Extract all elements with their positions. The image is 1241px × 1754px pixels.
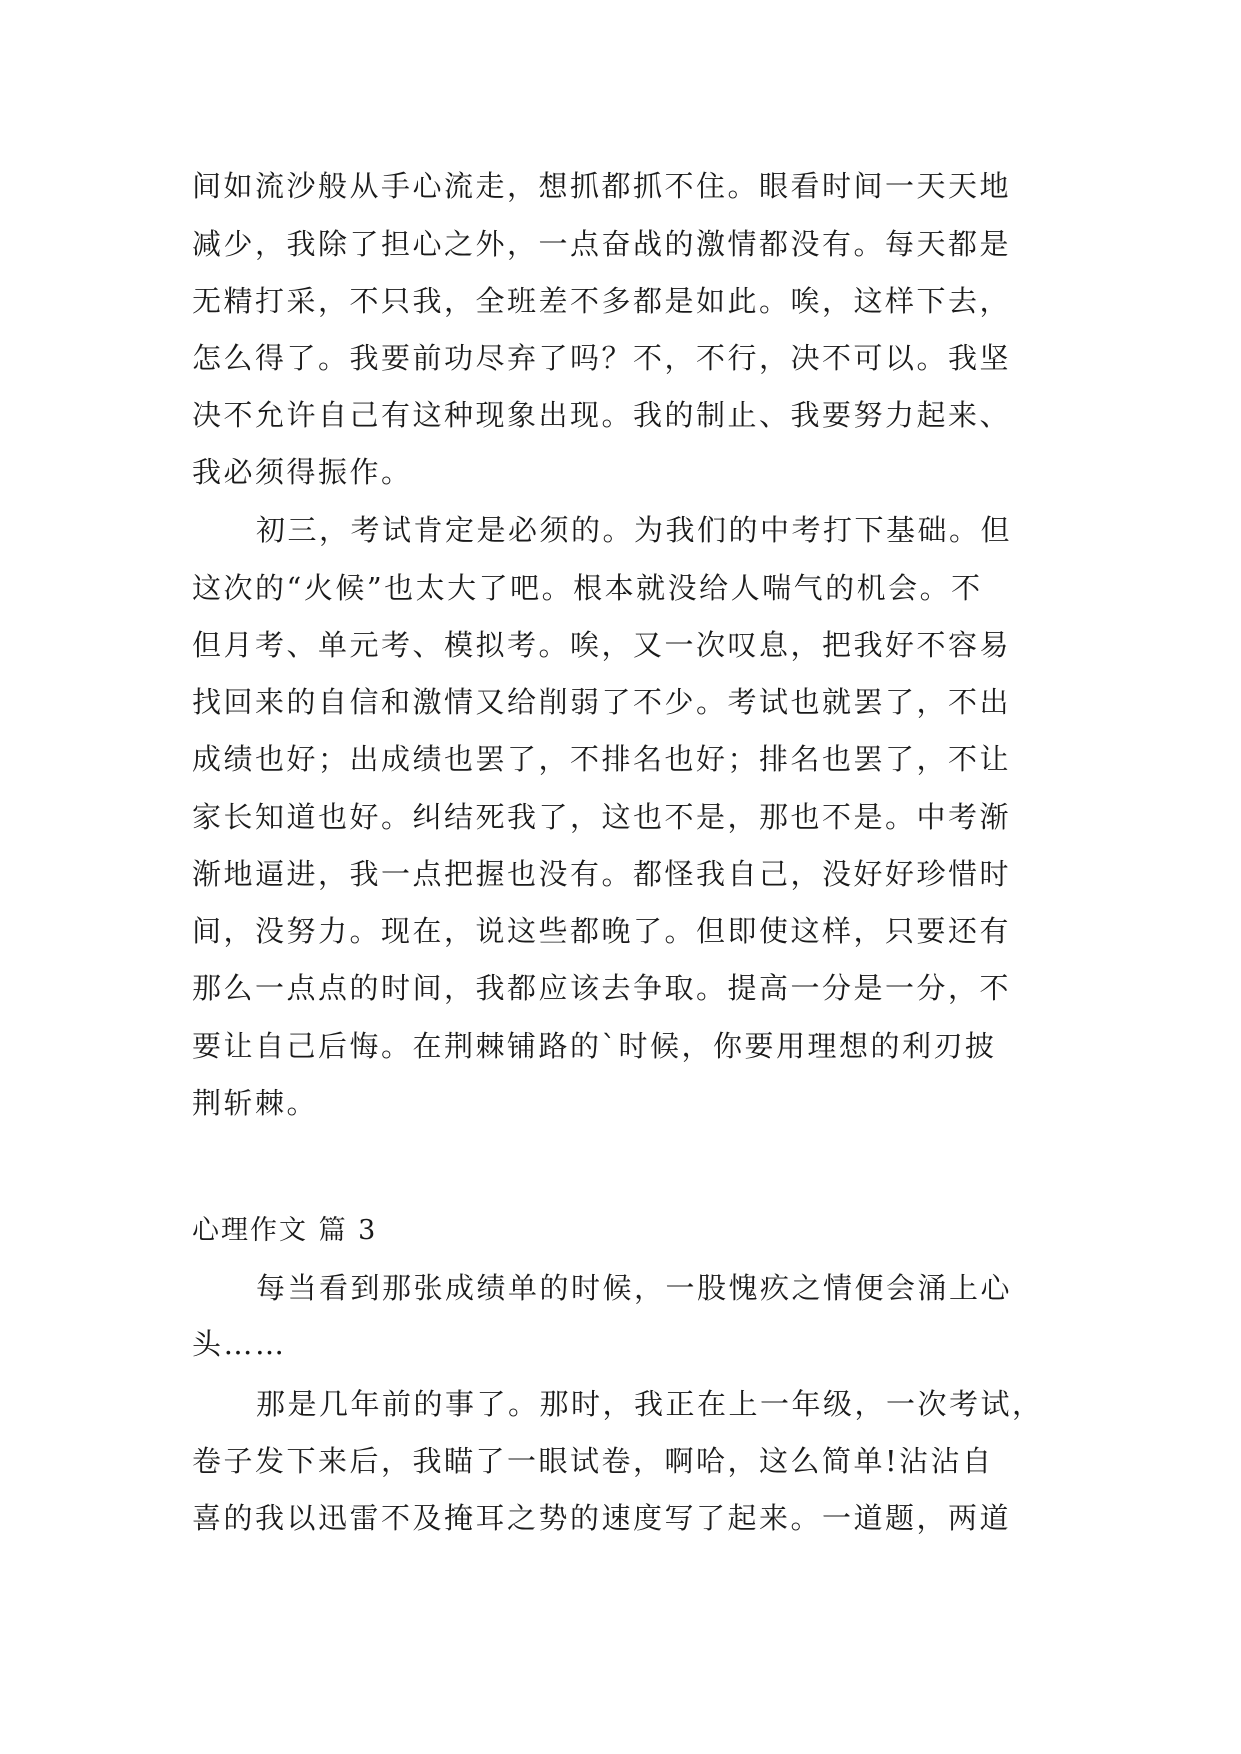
text-line: 喜的我以迅雷不及掩耳之势的速度写了起来。一道题，两道	[192, 1501, 1012, 1535]
text-line: 初三，考试肯定是必须的。为我们的中考打下基础。但	[256, 513, 1013, 547]
text-line: 荆斩棘。	[192, 1086, 319, 1120]
section-heading: 心理作文 篇 3	[192, 1215, 378, 1246]
text-line: 成绩也好；出成绩也罢了，不排名也好；排名也罢了，不让	[192, 742, 1012, 776]
text-line: 要让自己后悔。在荆棘铺路的`时候，你要用理想的利刃披	[192, 1029, 997, 1063]
text-line: 间如流沙般从手心流走，想抓都抓不住。眼看时间一天天地	[192, 169, 1012, 203]
text-line: 找回来的自信和激情又给削弱了不少。考试也就罢了，不出	[192, 685, 1012, 719]
text-line: 渐地逼进，我一点把握也没有。都怪我自己，没好好珍惜时	[192, 857, 1012, 891]
text-line: 间，没努力。现在，说这些都晚了。但即使这样，只要还有	[192, 914, 1012, 948]
text-line: 每当看到那张成绩单的时候，一股愧疚之情便会涌上心	[256, 1271, 1013, 1305]
text-line: 我必须得振作。	[192, 455, 413, 489]
text-line: 家长知道也好。纠结死我了，这也不是，那也不是。中考渐	[192, 800, 1012, 834]
text-line: 无精打采，不只我，全班差不多都是如此。唉，这样下去，	[192, 284, 1012, 318]
text-line: 那是几年前的事了。那时，我正在上一年级，一次考试，	[256, 1387, 1044, 1421]
text-line: 卷子发下来后，我瞄了一眼试卷，啊哈，这么简单!沾沾自	[192, 1444, 994, 1478]
text-line: 那么一点点的时间，我都应该去争取。提高一分是一分，不	[192, 971, 1012, 1005]
text-line: 头……	[192, 1327, 287, 1361]
text-line: 减少，我除了担心之外，一点奋战的激情都没有。每天都是	[192, 227, 1012, 261]
text-line: 怎么得了。我要前功尽弃了吗？不，不行，决不可以。我坚	[192, 341, 1012, 375]
text-line: 但月考、单元考、模拟考。唉，又一次叹息，把我好不容易	[192, 628, 1012, 662]
text-line: 决不允许自己有这种现象出现。我的制止、我要努力起来、	[192, 398, 1012, 432]
text-line: 这次的“火候”也太大了吧。根本就没给人喘气的机会。不	[192, 571, 983, 605]
